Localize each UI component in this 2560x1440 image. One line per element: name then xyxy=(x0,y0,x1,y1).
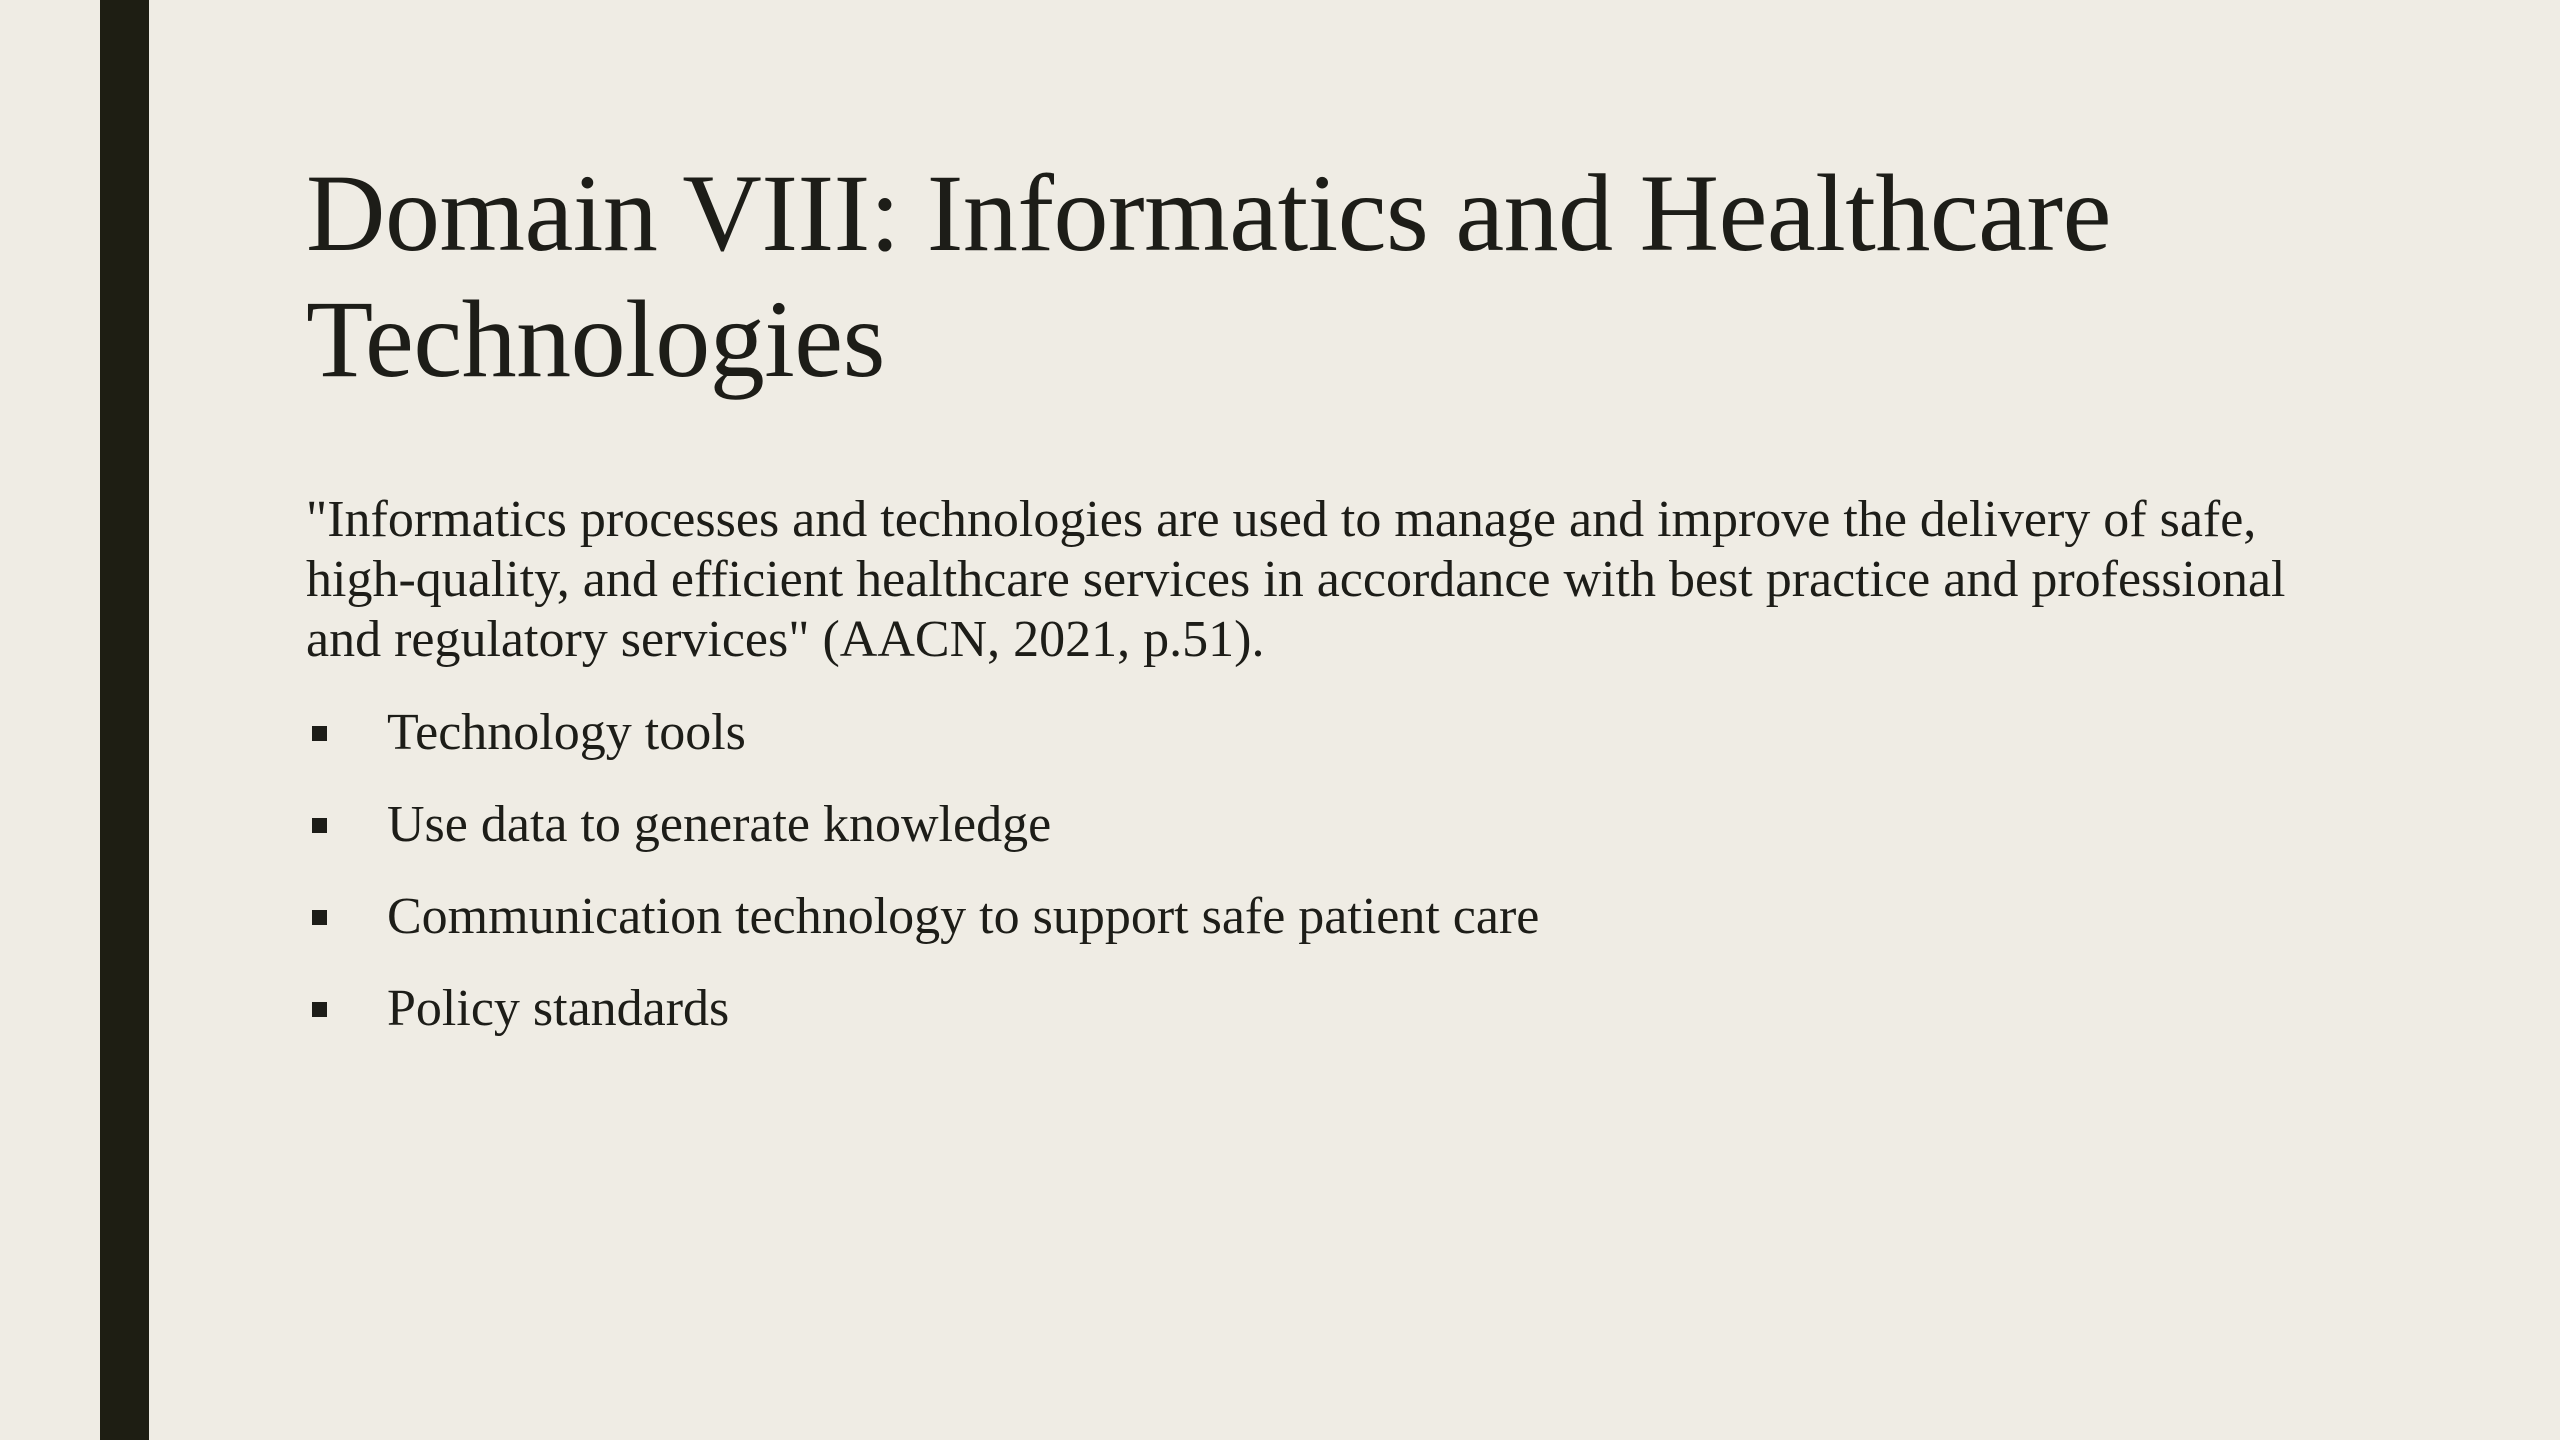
bullet-list xyxy=(306,700,2306,1068)
intro-quote: "Informatics processes and technologies are used to manage and improve the delivery of safe, high-quality, and efficient healthcare services in accordance with best practice and professional and regulatory services" (AACN, 2021, p.51). xyxy=(306,491,2286,668)
square-bullet-icon xyxy=(312,910,327,925)
bullet-text: Policy standards xyxy=(387,980,730,1037)
bullet-item xyxy=(306,884,2306,976)
bullet-item xyxy=(306,792,2306,884)
square-bullet-icon xyxy=(312,818,327,833)
accent-bar xyxy=(100,0,149,1440)
bullet-item xyxy=(306,700,2306,792)
square-bullet-icon xyxy=(312,726,327,741)
square-bullet-icon xyxy=(312,1002,327,1017)
slide-title: Domain VIII: Informatics and Healthcare Technologies xyxy=(306,152,2111,400)
bullet-text: Communication technology to support safe patient care xyxy=(387,888,1540,945)
bullet-item xyxy=(306,976,2306,1068)
bullet-text: Use data to generate knowledge xyxy=(387,796,1052,853)
bullet-text: Technology tools xyxy=(387,704,746,761)
